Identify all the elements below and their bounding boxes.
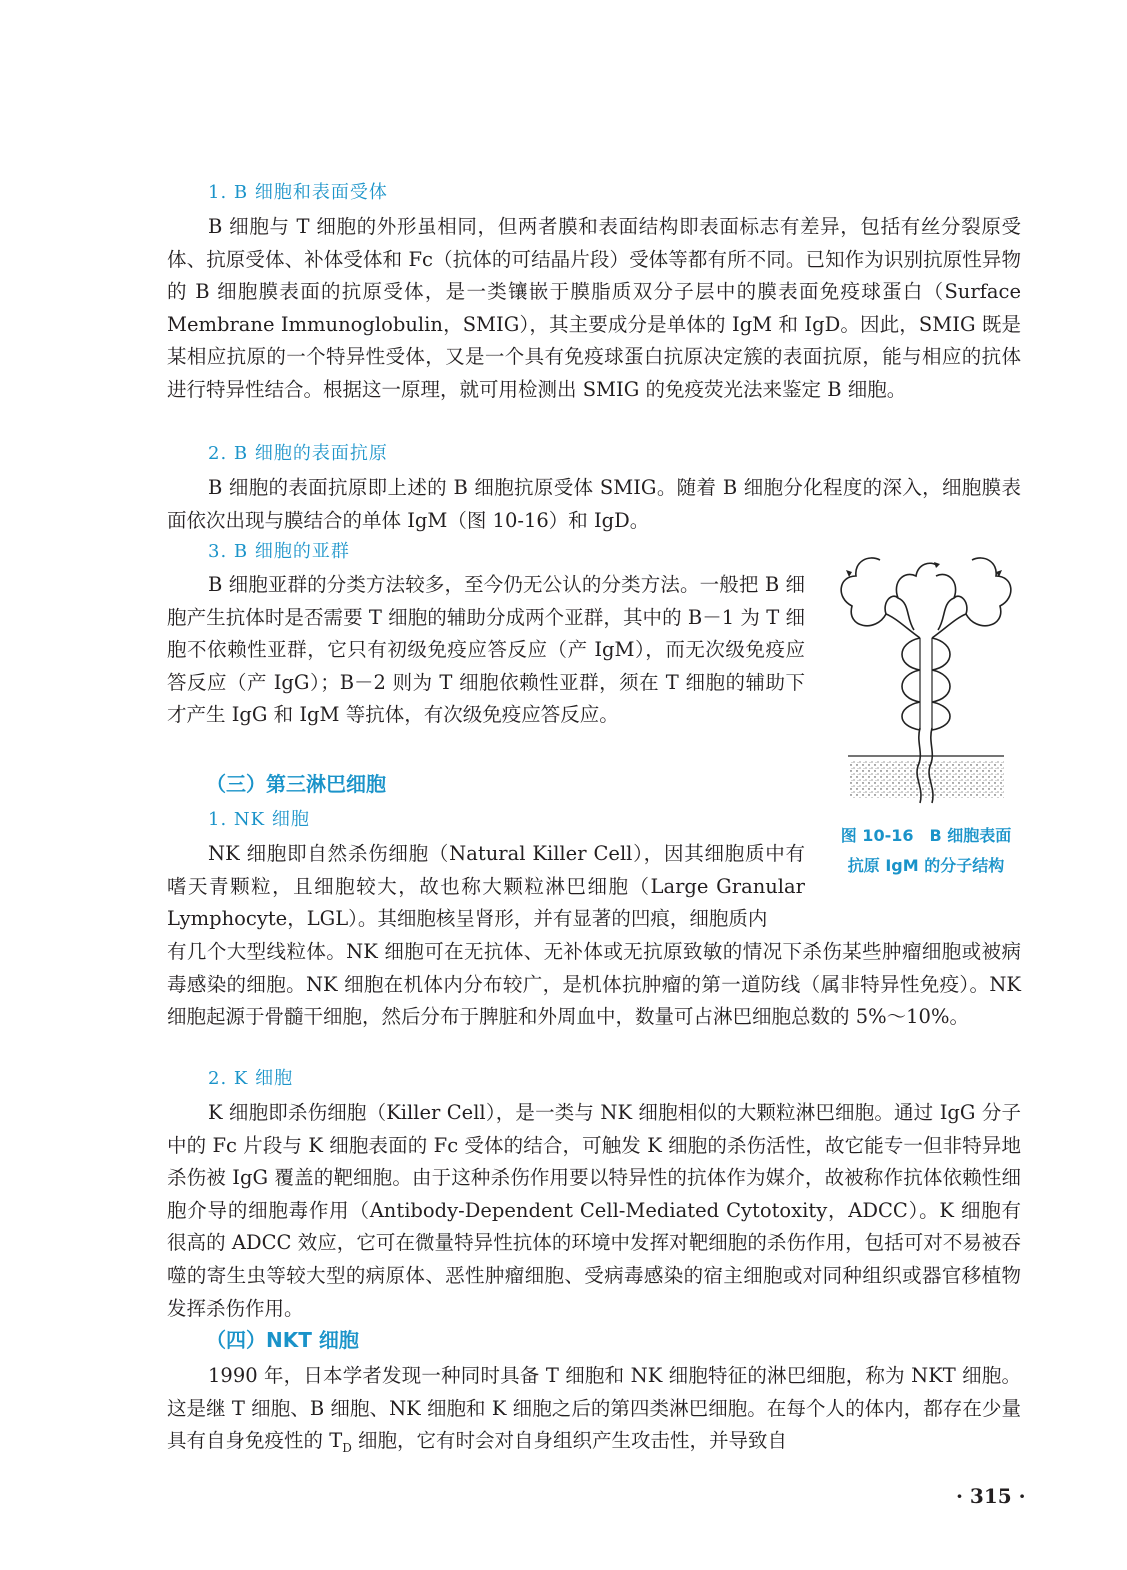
- figure-caption: [826, 821, 1026, 881]
- heavy-chain-stem: [902, 638, 950, 730]
- paragraph-nk-cell-part1: NK 细胞即自然杀伤细胞（Natural Killer Cell），因其细胞质中有嗜天青颗粒，且细胞较大，故也称大颗粒淋巴细胞（Large Granular Lymphocyte，LGL）。其细胞核呈肾形，并有显著的凹痕，细胞质内: [167, 842, 805, 931]
- fab-arms: [841, 558, 1011, 638]
- paragraph-b-cell-receptor: B 细胞与 T 细胞的外形虽相同，但两者膜和表面结构即表面标志有差异，包括有丝分裂原受体、抗原受体、补体受体和 Fc（抗体的可结晶片段）受体等都有所不同。已知作为识别抗原性异物的 B 细胞膜表面的抗原受体，是一类镶嵌于膜脂质双分子层中的膜表面免疫球蛋白（Surface Membrane Immunoglobulin，SMIG），其主要成分是单体的 IgM 和 IgD。因此，SMIG 既是某相应抗原的一个特异性受体，又是一个具有免疫球蛋白抗原决定簇的表面抗原，能与相应的抗体进行特异性结合。根据这一原理，就可用检测出 SMIG 的免疫荧光法来鉴定 B 细胞。: [167, 215, 1021, 401]
- paragraph-nk-cell-part2: 有几个大型线粒体。NK 细胞可在无抗体、无补体或无抗原致敏的情况下杀伤某些肿瘤细胞或被病毒感染的细胞。NK 细胞在机体内分布较广，是机体抗肿瘤的第一道防线（属非特异性免疫）。NK 细胞起源于骨髓干细胞，然后分布于脾脏和外周血中，数量可占淋巴细胞总数的 5%～10%。: [167, 940, 1021, 1029]
- heading-k-cell: 2. K 细胞: [208, 1068, 294, 1089]
- figure-caption-line1: 图 10-16 B 细胞表面: [840, 826, 1012, 845]
- cell-membrane: [848, 756, 1004, 798]
- nkt-subscript: D: [342, 1441, 352, 1456]
- paragraph-b-cell-antigen: B 细胞的表面抗原即上述的 B 细胞抗原受体 SMIG。随着 B 细胞分化程度的深入，细胞膜表面依次出现与膜结合的单体 IgM（图 10-16）和 IgD。: [167, 476, 1021, 532]
- paragraph-b-cell-subgroup: B 细胞亚群的分类方法较多，至今仍无公认的分类方法。一般把 B 细胞产生抗体时是否需要 T 细胞的辅助分成两个亚群，其中的 B－1 为 T 细胞不依赖性亚群，它只有初级免疫应答反应（产 IgM），而无次级免疫应答反应（产 IgG）；B－2 则为 T 细胞依赖性亚群，须在 T 细胞的辅助下才产生 IgG 和 IgM 等抗体，有次级免疫应答反应。: [167, 573, 805, 727]
- heading-b-cell-subgroup: 3. B 细胞的亚群: [208, 541, 350, 562]
- heading-nk-cell: 1. NK 细胞: [208, 809, 310, 830]
- heading-nkt-cell: （四）NKT 细胞: [206, 1328, 359, 1352]
- heading-third-lymphocyte: （三）第三淋巴细胞: [206, 772, 386, 796]
- heading-b-cell-antigen: 2. B 细胞的表面抗原: [208, 443, 388, 464]
- page-number: · 315 ·: [956, 1484, 1026, 1508]
- paragraph-nkt-cell: [167, 1360, 1021, 1465]
- nkt-text-before: 1990 年，日本学者发现一种同时具备 T 细胞和 NK 细胞特征的淋巴细胞，称为 NKT 细胞。这是继 T 细胞、B 细胞、NK 细胞和 K 细胞之后的第四类淋巴细胞。在每个人的体内，都存在少量具有自身免疫性的 T: [167, 1364, 1021, 1453]
- heading-b-cell-receptor: 1. B 细胞和表面受体: [208, 182, 388, 203]
- nkt-text-after: 细胞，它有时会对自身组织产生攻击性，并导致自: [351, 1429, 788, 1453]
- figure-caption-line2: 抗原 IgM 的分子结构: [847, 856, 1005, 875]
- paragraph-k-cell: K 细胞即杀伤细胞（Killer Cell），是一类与 NK 细胞相似的大颗粒淋巴细胞。通过 IgG 分子中的 Fc 片段与 K 细胞表面的 Fc 受体的结合，可触发 K 细胞的杀伤活性，故它能专一但非特异地杀伤被 IgG 覆盖的靶细胞。由于这种杀伤作用要以特异性的抗体作为媒介，故被称作抗体依赖性细胞介导的细胞毒作用（Antibody-Dependent Cell-Mediated Cytotoxity，ADCC）。K 细胞有很高的 ADCC 效应，它可在微量特异性抗体的环境中发挥对靶细胞的杀伤作用，包括可对不易被吞噬的寄生虫等较大型的病原体、恶性肿瘤细胞、受病毒感染的宿主细胞或对同种组织或器官移植物发挥杀伤作用。: [167, 1101, 1021, 1320]
